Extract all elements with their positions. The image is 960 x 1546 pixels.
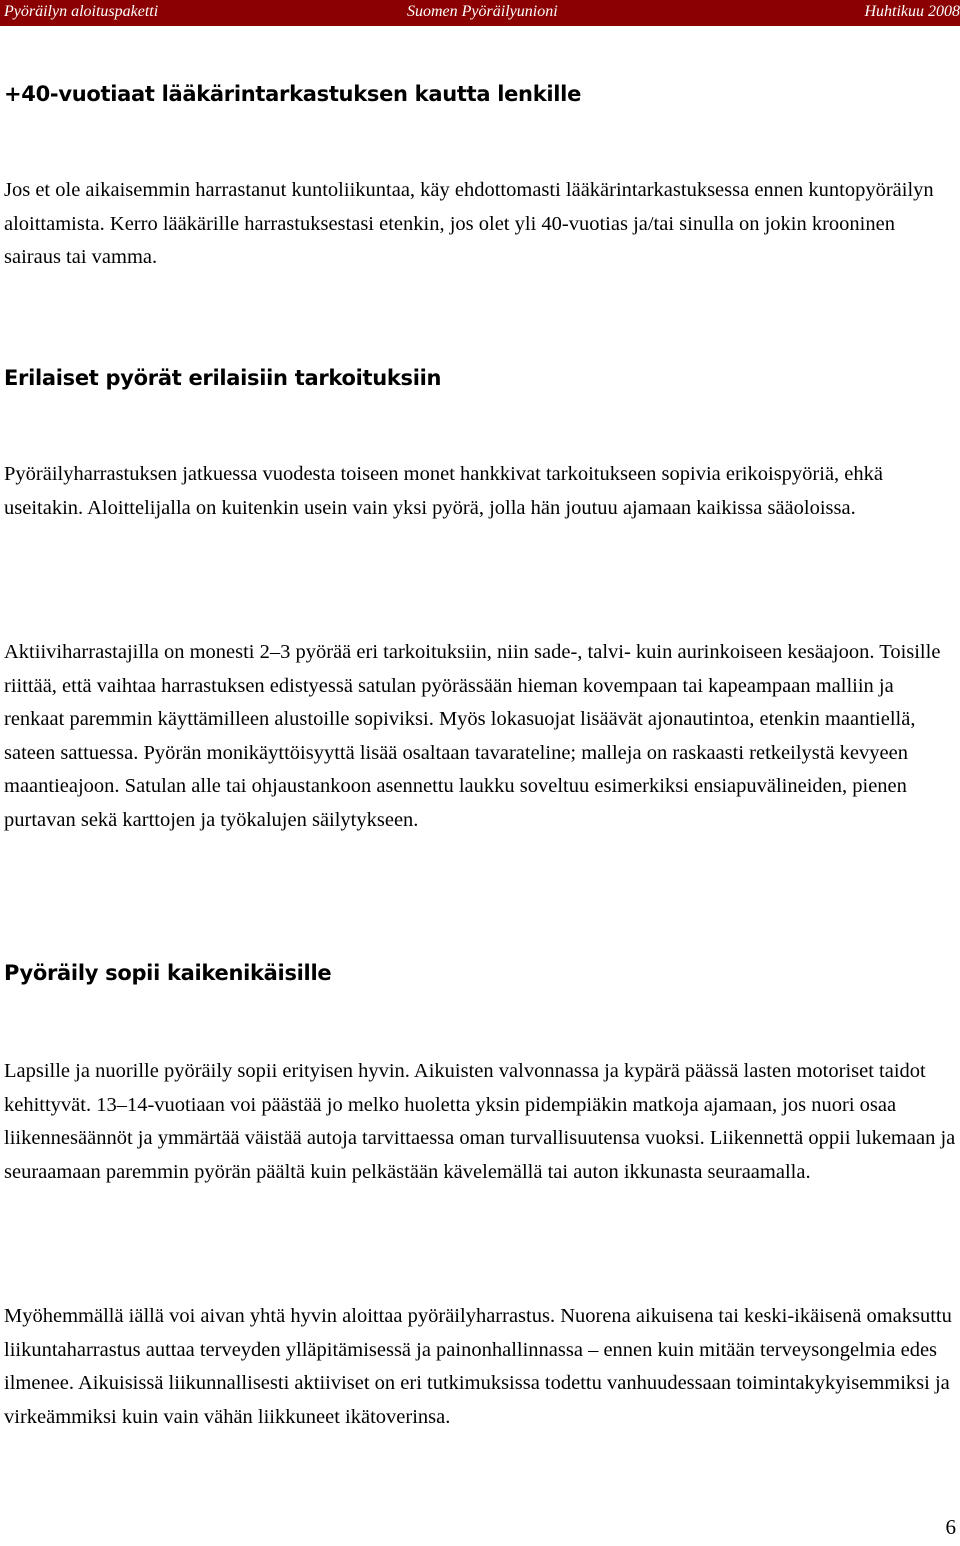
header-date: Huhtikuu 2008 <box>864 3 960 20</box>
page-header <box>0 0 960 26</box>
paragraph-medical-check: Jos et ole aikaisemmin harrastanut kuntoliikuntaa, käy ehdottomasti lääkärintarkastuksessa ennen kuntopyöräilyn aloittamista. Kerro lääkärille harrastuksestasi etenkin, jos olet yli 40-vuotias ja/tai sinulla on jokin krooninen sairaus tai vamma. <box>4 179 934 268</box>
section-heading-medical-check: +40-vuotiaat lääkärintarkastuksen kautta lenkille <box>4 82 582 106</box>
paragraph-children-youth: Lapsille ja nuorille pyöräily sopii erityisen hyvin. Aikuisten valvonnassa ja kypärä päässä lasten motoriset taidot kehittyvät. 13–14-vuotiaan voi päästää jo melko huoletta yksin pidempiäkin matkoja ajamaan, jos nuori osaa liikennesäännöt ja ymmärtää väistää autoja tarvittaessa oman turvallisuutensa vuoksi. Liikennettä oppii lukemaan ja seuraamaan paremmin pyörän päältä kuin pelkästään kävelemällä tai auton ikkunasta seuraamalla. <box>4 1060 956 1183</box>
page-number: 6 <box>945 1515 956 1539</box>
paragraph-bikes-intro: Pyöräilyharrastuksen jatkuessa vuodesta toiseen monet hankkivat tarkoitukseen sopivia erikoispyöriä, ehkä useitakin. Aloittelijalla on kuitenkin usein vain yksi pyörä, jolla hän joutuu ajamaan kaikissa sääoloissa. <box>4 463 883 519</box>
paragraph-adults: Myöhemmällä iällä voi aivan yhtä hyvin aloittaa pyöräilyharrastus. Nuorena aikuisena tai keski-ikäisenä omaksuttu liikuntaharrastus auttaa terveyden ylläpitämisessä ja painonhallinnassa – ennen kuin mitään terveysongelmia edes ilmenee. Aikuisissä liikunnallisesti aktiiviset on eri tutkimuksissa todettu vanhuudessaan toimintakykyisemmiksi ja virkeämmiksi kuin vain vähän liikkuneet ikätoverinsa. <box>4 1305 952 1428</box>
header-organization: Suomen Pyöräilyunioni <box>407 3 558 20</box>
header-document-title: Pyöräilyn aloituspaketti <box>4 3 159 20</box>
section-heading-all-ages: Pyöräily sopii kaikenikäisille <box>4 961 332 985</box>
paragraph-bikes-details: Aktiiviharrastajilla on monesti 2–3 pyörää eri tarkoituksiin, niin sade-, talvi- kuin aurinkoiseen kesäajoon. Toisille riittää, että vaihtaa harrastuksen edistyessä satulan pyörässään hieman kovempaan tai kapeampaan malliin ja renkaat paremmin käyttämilleen alustoille sopiviksi. Myös lokasuojat lisäävät ajonautintoa, etenkin maantiellä, sateen sattuessa. Pyörän monikäyttöisyyttä lisää osaltaan tavarateline; malleja on raskaasti retkeilystä kevyeen maantieajoon. Satulan alle tai ohjaustankoon asennettu laukku soveltuu esimerkiksi ensiapuvälineiden, pienen purtavan sekä karttojen ja työkalujen säilytykseen. <box>4 641 941 831</box>
section-heading-different-bikes: Erilaiset pyörät erilaisiin tarkoituksiin <box>4 366 442 390</box>
